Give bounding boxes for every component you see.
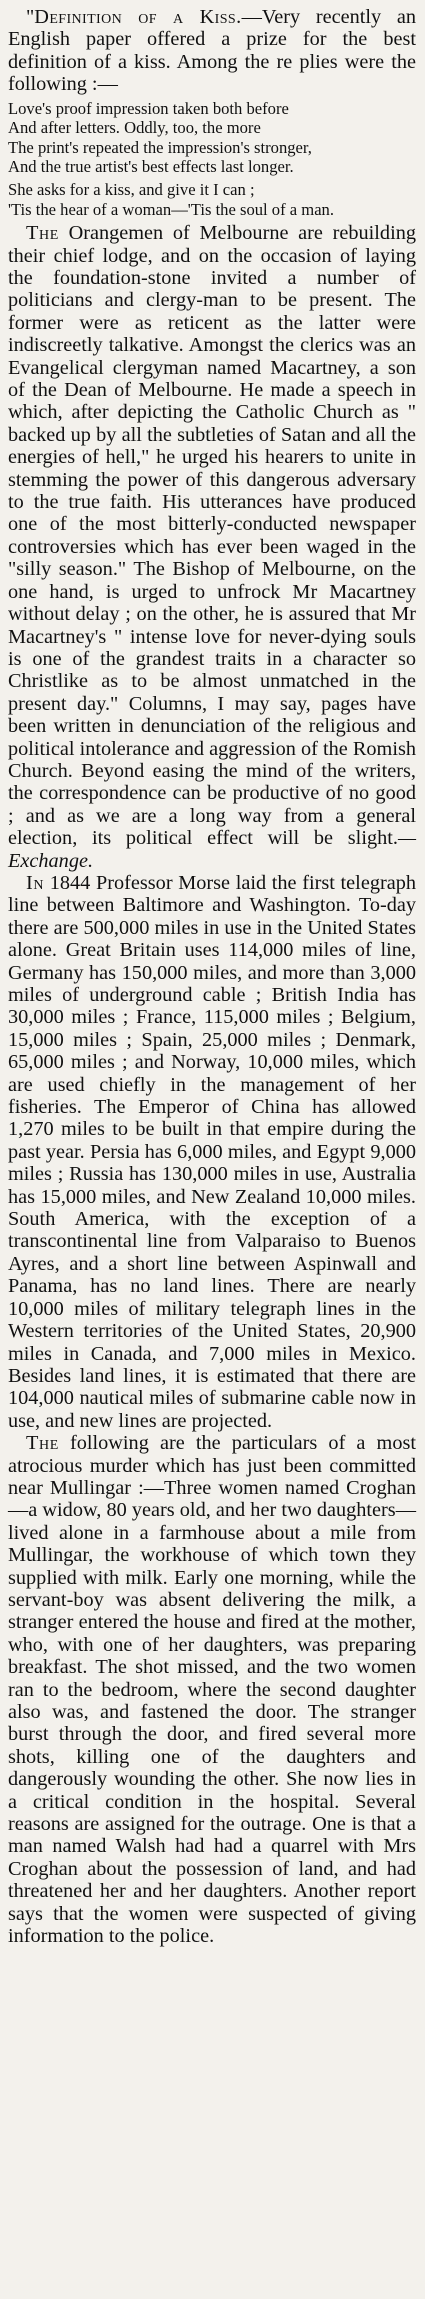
article-mullingar-murder bbox=[8, 1432, 416, 1947]
open-quote: " bbox=[26, 6, 35, 28]
poem-line: She asks for a kiss, and give it I can ; bbox=[8, 180, 255, 199]
poem-line: The print's repeated the impression's stronger, bbox=[8, 137, 312, 157]
article-first-word: The bbox=[26, 1432, 59, 1455]
article-first-word: The bbox=[26, 222, 59, 245]
poem bbox=[8, 99, 416, 220]
article-body: —Very recently an English paper offered a prize for the best definition of a kiss. Among the re plies were the following :— bbox=[8, 6, 416, 96]
poem-line: And the true artist's best effects last longer. bbox=[8, 157, 294, 177]
article-heading: Definition of a Kiss. bbox=[34, 6, 242, 28]
poem-line: And after letters. Oddly, too, the more bbox=[8, 118, 261, 138]
article-body: Orangemen of Melbourne are rebuilding their chief lodge, and on the occasion of laying the foundation-stone invited a number of politicians and clergy-man to be present. The former were as reticent as the latter were indiscreetly talkative. Amongst the clerics was an Evangelical clergyman named Macartney, a son of the Dean of Melbourne. He made a speech in which, after depicting the Catholic Church as " backed up by all the subtleties of Satan and all the energies of hell," he urged his hearers to unite in stemming the power of this dangerous adversary to the true faith. His utterances have produced one of the most bitterly-conducted newspaper controversies which has ever been waged in the "silly season." The Bishop of Melbourne, on the one hand, is urged to unfrock Mr Macartney without delay ; on the other, he is assured that Mr Macartney's " intense love for never-dying souls is one of the grandest traits in a character so Christlike as to be almost unmatched in the present day." Columns, I may say, pages have been written in denunciation of the religious and political intolerance and aggression of the Romish Church. Beyond easing the mind of the writers, the correspondence can be productive of no good ; and as we are a long way from a general election, its political effect will be slight. bbox=[8, 222, 416, 850]
article-telegraph bbox=[8, 872, 416, 1432]
article-orangemen bbox=[8, 222, 416, 872]
article-body: following are the particulars of a most atrocious murder which has just been committed near Mullingar :—Three women named Croghan—a widow, 80 years old, and her two daughters—lived alone in a farmhouse about a mile from Mullingar, the workhouse of which town they supplied with milk. Early one morning, while the servant-boy was absent delivering the milk, a stranger entered the house and fired at the mother, who, with one of her daughters, was preparing breakfast. The shot missed, and the two women ran to the bedroom, where the second daughter also was, and fastened the door. The stranger burst through the door, and fired several more shots, killing one of the daughters and dangerously wounding the other. She now lies in a critical condition in the hospital. Several reasons are assigned for the outrage. One is that a man named Walsh had had a quarrel with Mrs Croghan about the possession of land, and had threatened her and her daughters. Another report says that the women were suspected of giving information to the police. bbox=[8, 1432, 416, 1948]
article-kiss-definition bbox=[8, 6, 416, 96]
article-body: 1844 Professor Morse laid the first telegraph line between Baltimore and Washington. To-day there are 500,000 miles in use in the United States alone. Great Britain uses 114,000 miles of line, Germany has 150,000 miles, and more than 3,000 miles of underground cable ; British India has 30,000 miles ; France, 115,000 miles ; Belgium, 15,000 miles ; Spain, 25,000 miles ; Denmark, 65,000 miles ; and Norway, 10,000 miles, which are used chiefly in the management of her fisheries. The Emperor of China has allowed 1,270 miles to be built in that empire during the past year. Persia has 6,000 miles, and Egypt 9,000 miles ; Russia has 130,000 miles in use, Australia has 15,000 miles, and New Zealand 10,000 miles. South America, with the exception of a transcontinental line from Valparaiso to Buenos Ayres, and a short line between Aspinwall and Panama, has no land lines. There are nearly 10,000 miles of military telegraph lines in the Western territories of the United States, 20,900 miles in Canada, and 7,000 miles in Mexico. Besides land lines, it is estimated that there are 104,000 nautical miles of submarine cable now in use, and new lines are projected. bbox=[8, 871, 416, 1432]
article-source: —Exchange. bbox=[8, 827, 416, 872]
poem-line: Love's proof impression taken both before bbox=[8, 98, 289, 118]
article-first-word: In bbox=[26, 871, 45, 894]
poem-line: 'Tis the hear of a woman—'Tis the soul of a man. bbox=[8, 199, 335, 219]
